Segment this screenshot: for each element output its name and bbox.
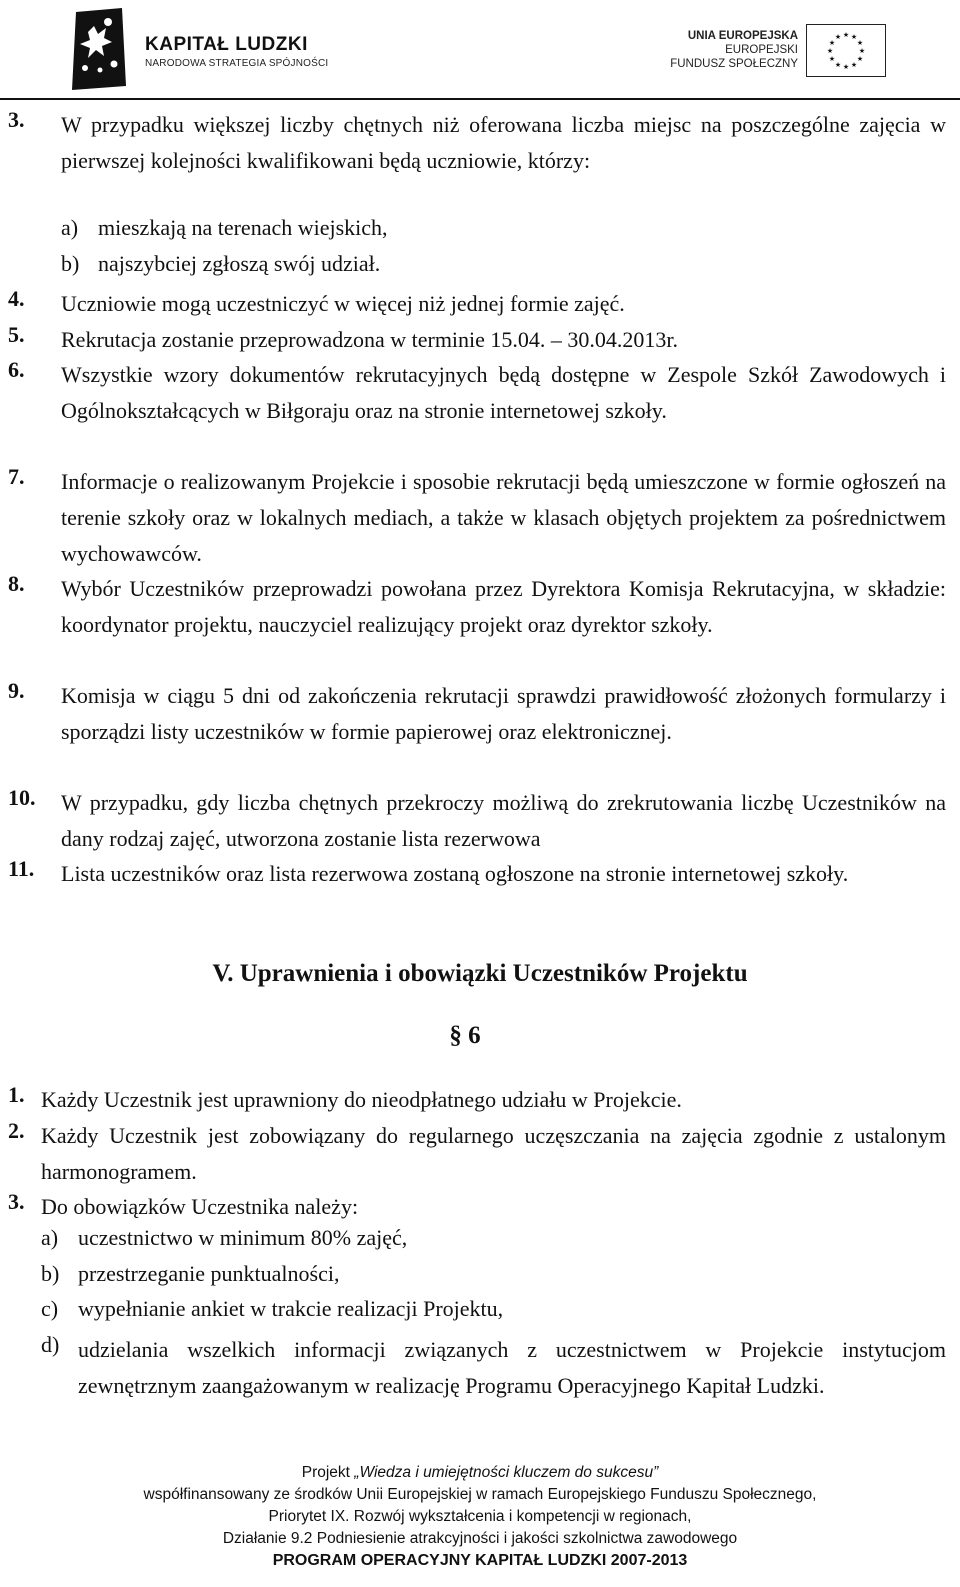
page-footer [0, 1462, 960, 1572]
sub-item-text: najszybciej zgłoszą swój udział. [98, 251, 381, 276]
svg-text:★: ★ [850, 33, 858, 41]
item-text: Rekrutacja zostanie przeprowadzona w terminie 15.04. – 30.04.2013r. [61, 327, 679, 352]
svg-text:★: ★ [828, 39, 836, 47]
svg-text:★: ★ [834, 33, 842, 41]
item-number: 11. [8, 856, 35, 881]
duty-letter: a) [41, 1225, 59, 1250]
item-number: 6. [8, 357, 25, 382]
item-text: Wszystkie wzory dokumentów rekrutacyjnych będą dostępne w Zespole Szkół Zawodowych i Ogólnokształcących w Biłgoraju oraz na stronie internetowej szkoły. [61, 362, 946, 423]
kapital-ludzki-logo-icon [70, 8, 128, 90]
paragraph-sign: § 6 [449, 1022, 481, 1049]
svg-text:★: ★ [850, 61, 858, 69]
footer-project-prefix: Projekt [301, 1464, 350, 1481]
item-text: W przypadku, gdy liczba chętnych przekroczy możliwą do zrekrutowania liczbę Uczestników na dany rodzaj zajęć, utworzona zostanie lista rezerwowa [61, 790, 946, 851]
duty-letter: c) [41, 1296, 59, 1321]
svg-text:★: ★ [842, 63, 850, 71]
page-header [0, 0, 960, 96]
item-number: 5. [8, 322, 25, 347]
item-number: 10. [8, 785, 36, 810]
item-number: 9. [8, 678, 25, 703]
item-number: 1. [8, 1082, 25, 1107]
sub-item-letter: b) [61, 251, 80, 276]
logo-subtitle: NARODOWA STRATEGIA SPÓJNOŚCI [145, 58, 329, 69]
footer-line: Priorytet IX. Rozwój wykształcenia i kompetencji w regionach, [268, 1508, 692, 1525]
duty-letter: b) [41, 1261, 60, 1286]
svg-text:★: ★ [856, 55, 864, 63]
sub-item-letter: a) [61, 215, 79, 240]
eu-logo-line1: UNIA EUROPEJSKA [687, 30, 798, 42]
footer-project-title: „Wiedza i umiejętności kluczem do sukcesu” [354, 1464, 659, 1481]
duty-letter: d) [41, 1332, 60, 1357]
item-text: Informacje o realizowanym Projekcie i sposobie rekrutacji będą umieszczone w formie ogłoszeń na terenie szkoły oraz w lokalnych mediach, a także w klasach objętych projektem za pośrednictwem wychowawców. [61, 469, 946, 566]
item-number: 4. [8, 286, 25, 311]
duty-text: uczestnictwo w minimum 80% zajęć, [78, 1225, 408, 1250]
footer-line-project [0, 1462, 960, 1484]
eu-logo-line3: FUNDUSZ SPOŁECZNY [670, 58, 798, 70]
kapital-ludzki-logo-text [145, 34, 328, 69]
item-text: Uczniowie mogą uczestniczyć w więcej niż jednej formie zajęć. [61, 291, 625, 316]
item-number: 3. [8, 1189, 25, 1214]
duty-text: przestrzeganie punktualności, [78, 1261, 340, 1286]
footer-program: PROGRAM OPERACYJNY KAPITAŁ LUDZKI 2007-2013 [272, 1552, 688, 1569]
item-text: Każdy Uczestnik jest uprawniony do nieodpłatnego udziału w Projekcie. [41, 1087, 682, 1112]
item-text: Wybór Uczestników przeprowadzi powołana przez Dyrektora Komisja Rekrutacyjna, w składzie: koordynator projektu, nauczyciel realizujący projekt oraz dyrektor szkoły. [61, 576, 946, 637]
eu-logo-text [663, 29, 798, 71]
svg-text:★: ★ [842, 31, 850, 39]
svg-text:★: ★ [828, 55, 836, 63]
svg-text:★: ★ [856, 39, 864, 47]
item-text: Każdy Uczestnik jest zobowiązany do regularnego uczęszczania na zajęcia zgodnie z ustalonym harmonogramem. [41, 1123, 946, 1184]
svg-text:★: ★ [826, 47, 834, 55]
item-text: Do obowiązków Uczestnika należy: [41, 1194, 359, 1219]
item-text: Lista uczestników oraz lista rezerwowa zostaną ogłoszone na stronie internetowej szkoły. [61, 861, 849, 886]
footer-line: Działanie 9.2 Podniesienie atrakcyjności i jakości szkolnictwa zawodowego [222, 1530, 738, 1547]
duty-text: wypełnianie ankiet w trakcie realizacji Projektu, [78, 1296, 504, 1321]
item-number: 7. [8, 464, 25, 489]
logo-title: KAPITAŁ LUDZKI [145, 34, 308, 55]
svg-text:★: ★ [834, 61, 842, 69]
item-number: 3. [8, 107, 25, 132]
header-divider [0, 98, 960, 100]
item-text: W przypadku większej liczby chętnych niż oferowana liczba miejsc na poszczególne zajęcia w pierwszej kolejności kwalifikowani będą uczniowie, którzy: [61, 112, 946, 173]
item-number: 8. [8, 571, 25, 596]
svg-text:★: ★ [858, 47, 866, 55]
eu-flag-icon [806, 24, 886, 77]
duty-text: udzielania wszelkich informacji związanych z uczestnictwem w Projekcie instytucjom zewnętrznym zaangażowanym w realizację Programu Operacyjnego Kapitał Ludzki. [78, 1337, 946, 1398]
footer-line: współfinansowany ze środków Unii Europejskiej w ramach Europejskiego Funduszu Społecznego, [143, 1486, 817, 1503]
eu-logo-line2: EUROPEJSKI [725, 44, 798, 56]
item-number: 2. [8, 1118, 25, 1143]
sub-item-text: mieszkają na terenach wiejskich, [98, 215, 388, 240]
item-text: Komisja w ciągu 5 dni od zakończenia rekrutacji sprawdzi prawidłowość złożonych formularzy i sporządzi listy uczestników w formie papierowej oraz elektronicznej. [61, 683, 946, 744]
section-title: V. Uprawnienia i obowiązki Uczestników Projektu [212, 960, 748, 987]
